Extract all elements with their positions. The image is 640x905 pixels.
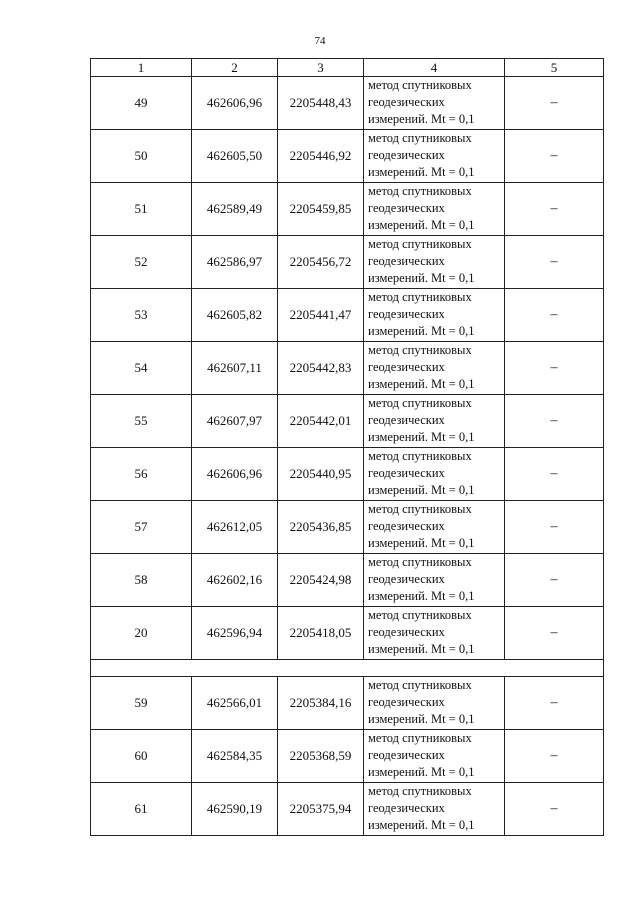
method-line: измерений. Mt = 0,1 bbox=[368, 818, 475, 832]
point-number-cell: 55 bbox=[91, 395, 192, 448]
table-row bbox=[91, 730, 604, 783]
method-cell bbox=[364, 554, 505, 607]
y-coordinate-cell: 2205375,94 bbox=[278, 783, 364, 836]
point-number-cell: 59 bbox=[91, 677, 192, 730]
method-line: геодезических bbox=[368, 519, 445, 533]
method-line: метод спутниковых bbox=[368, 555, 472, 569]
table-row bbox=[91, 289, 604, 342]
note-cell: – bbox=[505, 554, 604, 607]
method-line: геодезических bbox=[368, 201, 445, 215]
table-row bbox=[91, 236, 604, 289]
x-coordinate-cell: 462602,16 bbox=[192, 554, 278, 607]
page-number: 74 bbox=[314, 35, 326, 47]
coordinates-table bbox=[90, 58, 604, 836]
method-line: метод спутниковых bbox=[368, 731, 472, 745]
method-line: измерений. Mt = 0,1 bbox=[368, 430, 475, 444]
point-number-cell: 53 bbox=[91, 289, 192, 342]
method-line: метод спутниковых bbox=[368, 290, 472, 304]
method-line: измерений. Mt = 0,1 bbox=[368, 377, 475, 391]
table-row bbox=[91, 554, 604, 607]
method-cell bbox=[364, 395, 505, 448]
x-coordinate-cell: 462584,35 bbox=[192, 730, 278, 783]
x-coordinate-cell: 462607,97 bbox=[192, 395, 278, 448]
table-row bbox=[91, 501, 604, 554]
method-cell bbox=[364, 77, 505, 130]
point-number-cell: 51 bbox=[91, 183, 192, 236]
method-line: измерений. Mt = 0,1 bbox=[368, 589, 475, 603]
y-coordinate-cell: 2205459,85 bbox=[278, 183, 364, 236]
method-line: метод спутниковых bbox=[368, 784, 472, 798]
table-row bbox=[91, 395, 604, 448]
point-number-cell: 54 bbox=[91, 342, 192, 395]
note-cell: – bbox=[505, 448, 604, 501]
method-line: метод спутниковых bbox=[368, 449, 472, 463]
method-line: геодезических bbox=[368, 801, 445, 815]
y-coordinate-cell: 2205448,43 bbox=[278, 77, 364, 130]
x-coordinate-cell: 462605,82 bbox=[192, 289, 278, 342]
y-coordinate-cell: 2205384,16 bbox=[278, 677, 364, 730]
note-cell: – bbox=[505, 501, 604, 554]
method-line: измерений. Mt = 0,1 bbox=[368, 271, 475, 285]
method-line: метод спутниковых bbox=[368, 78, 472, 92]
point-number-cell: 50 bbox=[91, 130, 192, 183]
header-row bbox=[91, 59, 604, 77]
method-line: измерений. Mt = 0,1 bbox=[368, 712, 475, 726]
x-coordinate-cell: 462607,11 bbox=[192, 342, 278, 395]
table-row bbox=[91, 448, 604, 501]
y-coordinate-cell: 2205441,47 bbox=[278, 289, 364, 342]
method-line: измерений. Mt = 0,1 bbox=[368, 324, 475, 338]
note-cell: – bbox=[505, 77, 604, 130]
note-cell: – bbox=[505, 236, 604, 289]
method-line: метод спутниковых bbox=[368, 396, 472, 410]
table-row bbox=[91, 607, 604, 660]
column-header: 4 bbox=[364, 59, 505, 77]
method-cell bbox=[364, 677, 505, 730]
point-number-cell: 20 bbox=[91, 607, 192, 660]
table-row bbox=[91, 783, 604, 836]
method-line: геодезических bbox=[368, 413, 445, 427]
y-coordinate-cell: 2205436,85 bbox=[278, 501, 364, 554]
method-line: измерений. Mt = 0,1 bbox=[368, 112, 475, 126]
method-cell bbox=[364, 342, 505, 395]
method-line: геодезических bbox=[368, 148, 445, 162]
table-section-a bbox=[91, 77, 604, 660]
y-coordinate-cell: 2205368,59 bbox=[278, 730, 364, 783]
note-cell: – bbox=[505, 342, 604, 395]
x-coordinate-cell: 462605,50 bbox=[192, 130, 278, 183]
point-number-cell: 58 bbox=[91, 554, 192, 607]
x-coordinate-cell: 462590,19 bbox=[192, 783, 278, 836]
column-header: 2 bbox=[192, 59, 278, 77]
method-line: геодезических bbox=[368, 95, 445, 109]
point-number-cell: 60 bbox=[91, 730, 192, 783]
column-header: 3 bbox=[278, 59, 364, 77]
method-cell bbox=[364, 730, 505, 783]
y-coordinate-cell: 2205456,72 bbox=[278, 236, 364, 289]
method-line: метод спутниковых bbox=[368, 678, 472, 692]
method-line: измерений. Mt = 0,1 bbox=[368, 165, 475, 179]
method-line: измерений. Mt = 0,1 bbox=[368, 218, 475, 232]
note-cell: – bbox=[505, 183, 604, 236]
x-coordinate-cell: 462612,05 bbox=[192, 501, 278, 554]
x-coordinate-cell: 462606,96 bbox=[192, 77, 278, 130]
table-section-b bbox=[91, 677, 604, 836]
table-separator bbox=[91, 660, 604, 677]
y-coordinate-cell: 2205440,95 bbox=[278, 448, 364, 501]
note-cell: – bbox=[505, 607, 604, 660]
method-line: измерений. Mt = 0,1 bbox=[368, 765, 475, 779]
method-cell bbox=[364, 183, 505, 236]
method-line: геодезических bbox=[368, 307, 445, 321]
x-coordinate-cell: 462606,96 bbox=[192, 448, 278, 501]
x-coordinate-cell: 462566,01 bbox=[192, 677, 278, 730]
method-cell bbox=[364, 783, 505, 836]
column-header: 1 bbox=[91, 59, 192, 77]
method-cell bbox=[364, 236, 505, 289]
note-cell: – bbox=[505, 677, 604, 730]
method-cell bbox=[364, 501, 505, 554]
point-number-cell: 52 bbox=[91, 236, 192, 289]
method-cell bbox=[364, 448, 505, 501]
table-row bbox=[91, 183, 604, 236]
method-cell bbox=[364, 289, 505, 342]
column-header: 5 bbox=[505, 59, 604, 77]
y-coordinate-cell: 2205442,83 bbox=[278, 342, 364, 395]
note-cell: – bbox=[505, 730, 604, 783]
method-line: метод спутниковых bbox=[368, 184, 472, 198]
method-line: геодезических bbox=[368, 360, 445, 374]
method-line: геодезических bbox=[368, 748, 445, 762]
note-cell: – bbox=[505, 289, 604, 342]
table-row bbox=[91, 130, 604, 183]
table-row bbox=[91, 77, 604, 130]
method-line: измерений. Mt = 0,1 bbox=[368, 642, 475, 656]
method-line: геодезических bbox=[368, 254, 445, 268]
method-line: измерений. Mt = 0,1 bbox=[368, 536, 475, 550]
x-coordinate-cell: 462589,49 bbox=[192, 183, 278, 236]
method-line: геодезических bbox=[368, 572, 445, 586]
method-line: метод спутниковых bbox=[368, 502, 472, 516]
separator-row bbox=[91, 660, 604, 677]
note-cell: – bbox=[505, 395, 604, 448]
method-line: метод спутниковых bbox=[368, 237, 472, 251]
note-cell: – bbox=[505, 130, 604, 183]
method-line: измерений. Mt = 0,1 bbox=[368, 483, 475, 497]
point-number-cell: 57 bbox=[91, 501, 192, 554]
method-line: геодезических bbox=[368, 466, 445, 480]
note-cell: – bbox=[505, 783, 604, 836]
point-number-cell: 49 bbox=[91, 77, 192, 130]
y-coordinate-cell: 2205418,05 bbox=[278, 607, 364, 660]
x-coordinate-cell: 462596,94 bbox=[192, 607, 278, 660]
y-coordinate-cell: 2205442,01 bbox=[278, 395, 364, 448]
point-number-cell: 56 bbox=[91, 448, 192, 501]
table-row bbox=[91, 677, 604, 730]
y-coordinate-cell: 2205424,98 bbox=[278, 554, 364, 607]
x-coordinate-cell: 462586,97 bbox=[192, 236, 278, 289]
method-cell bbox=[364, 130, 505, 183]
y-coordinate-cell: 2205446,92 bbox=[278, 130, 364, 183]
table-row bbox=[91, 342, 604, 395]
method-line: метод спутниковых bbox=[368, 343, 472, 357]
method-line: геодезических bbox=[368, 625, 445, 639]
point-number-cell: 61 bbox=[91, 783, 192, 836]
method-line: метод спутниковых bbox=[368, 131, 472, 145]
method-line: метод спутниковых bbox=[368, 608, 472, 622]
method-cell bbox=[364, 607, 505, 660]
method-line: геодезических bbox=[368, 695, 445, 709]
